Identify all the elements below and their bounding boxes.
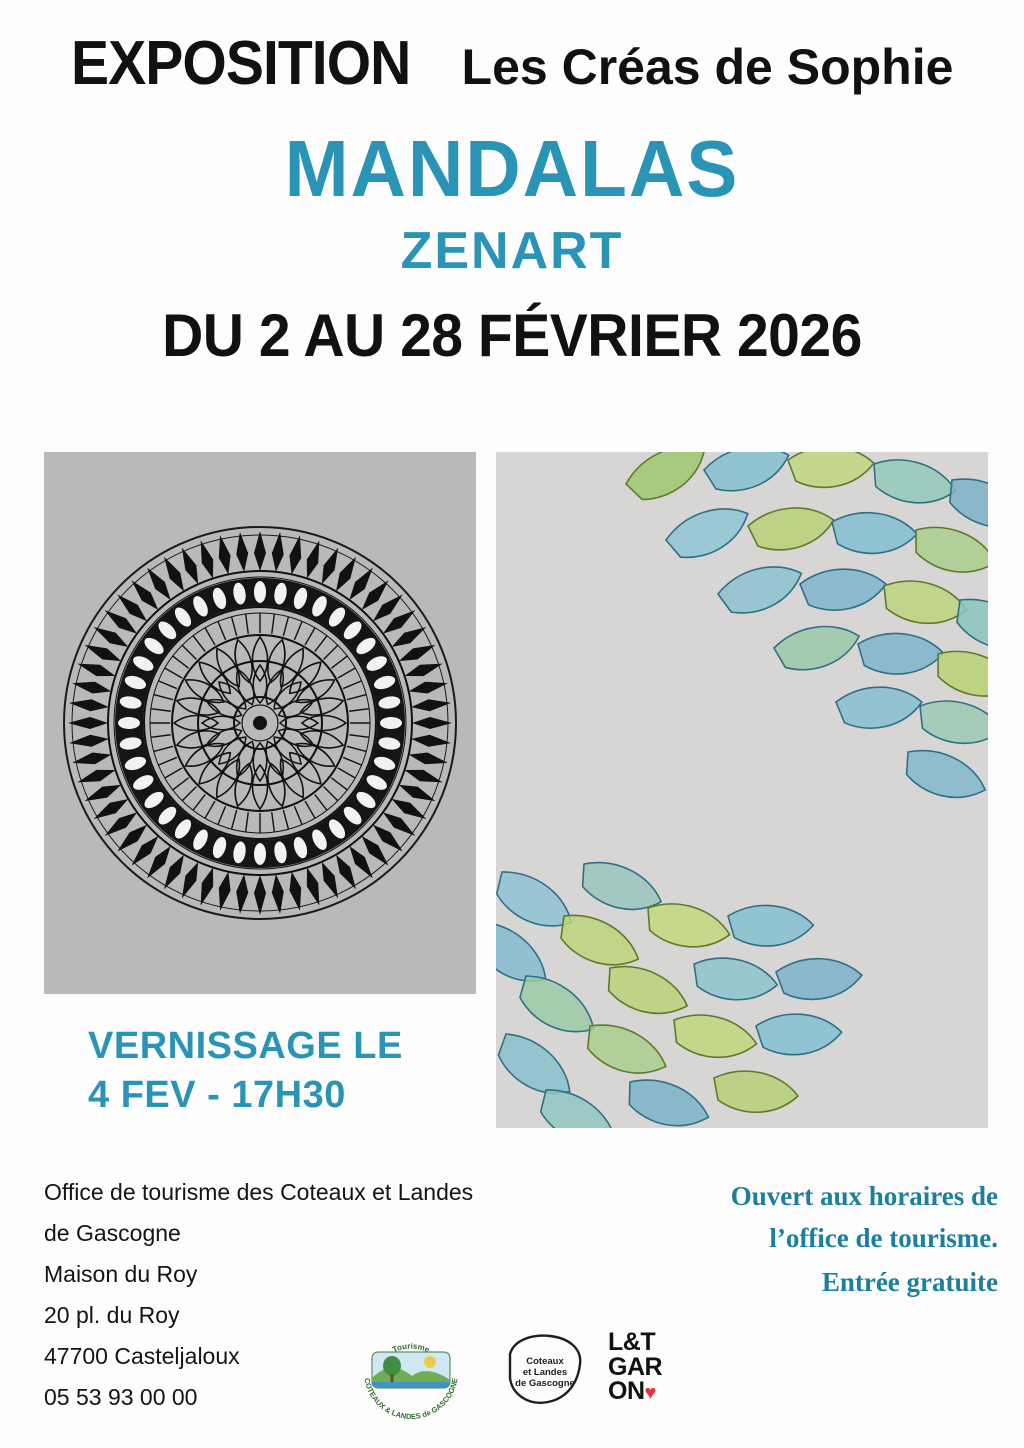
coteaux-landes-gascogne-logo	[502, 1330, 588, 1408]
vernissage-line-1: VERNISSAGE LE	[88, 1025, 403, 1067]
vernissage-block	[88, 1022, 403, 1119]
tourism-office-arc-top: Tourisme	[391, 1341, 431, 1355]
opening-info-line-2: l’office de tourisme.	[769, 1222, 998, 1253]
exposition-label: EXPOSITION	[70, 29, 411, 98]
page-title: MANDALAS	[284, 124, 740, 213]
address-line-5: 47700 Casteljaloux	[44, 1342, 240, 1369]
tourism-office-logo	[352, 1316, 470, 1420]
clg-line-2: et Landes	[522, 1367, 568, 1378]
mandala-photo	[44, 452, 476, 994]
zentangle-photo	[496, 452, 988, 1128]
coteaux-landes-gascogne-logo-svg	[502, 1330, 588, 1408]
lg-line-1: L&T	[608, 1328, 656, 1356]
mandala-svg	[60, 523, 460, 923]
leaf-cluster-bottom-svg	[496, 858, 916, 1128]
tourism-office-logo-svg	[352, 1316, 470, 1420]
address-line-1: Office de tourisme des Coteaux et Landes	[44, 1179, 474, 1205]
lot-et-garonne-logo	[608, 1330, 706, 1408]
mandala-illustration	[60, 523, 460, 923]
page-subtitle: ZENART	[400, 222, 624, 280]
free-entry-label: Entrée gratuite	[821, 1266, 998, 1297]
opening-info-line-1: Ouvert aux horaires de	[730, 1181, 998, 1211]
lg-line-3-wrap	[608, 1379, 706, 1404]
lg-line-2: GAR	[608, 1352, 663, 1381]
address-line-4: 20 pl. du Roy	[44, 1301, 180, 1328]
heart-icon: ♥	[644, 1382, 656, 1404]
clg-line-3: de Gascogne	[515, 1378, 575, 1389]
leaf-cluster-top-svg	[608, 452, 988, 802]
artist-name: Les Créas de Sophie	[461, 39, 954, 95]
poster-header	[0, 28, 1024, 370]
clg-line-1: Coteaux	[526, 1356, 564, 1367]
logo-row	[352, 1312, 712, 1424]
lg-line-3: ON	[608, 1377, 645, 1405]
leaf-cluster-top	[608, 452, 988, 802]
exhibition-dates: DU 2 AU 28 FÉVRIER 2026	[162, 302, 862, 369]
header-top-line	[0, 28, 1024, 99]
phone-number: 05 53 93 00 00	[44, 1383, 198, 1410]
address-line-3: Maison du Roy	[44, 1260, 198, 1287]
tourism-office-arc-bottom: COTEAUX & LANDES de GASCOGNE	[362, 1377, 460, 1420]
address-line-2: de Gascogne	[44, 1219, 181, 1246]
leaf-cluster-bottom	[496, 858, 916, 1128]
opening-info-block	[608, 1176, 998, 1304]
vernissage-line-2: 4 FEV - 17H30	[88, 1073, 346, 1116]
